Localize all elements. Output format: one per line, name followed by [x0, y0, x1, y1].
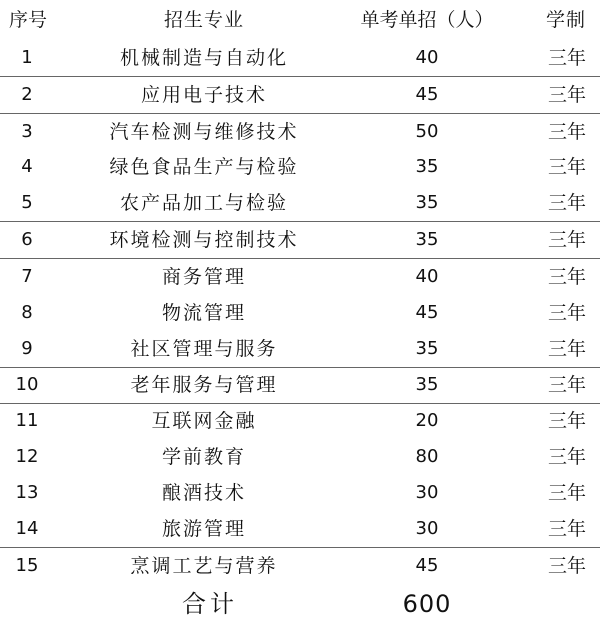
- row-duration: 三年: [547, 555, 586, 577]
- table-row: [0, 331, 600, 367]
- table-row: [0, 77, 600, 113]
- table-row: [0, 149, 600, 185]
- row-major: 老年服务与管理: [130, 374, 278, 396]
- table-row: [0, 511, 600, 547]
- row-no: 13: [15, 482, 39, 503]
- row-duration: 三年: [547, 266, 586, 288]
- row-major: 绿色食品生产与检验: [109, 156, 299, 178]
- row-no: 15: [15, 555, 39, 576]
- row-major: 环境检测与控制技术: [109, 229, 299, 251]
- table-row: [0, 259, 600, 295]
- row-no: 12: [15, 446, 39, 467]
- row-major: 物流管理: [161, 302, 246, 324]
- row-duration: 三年: [547, 518, 586, 540]
- row-duration: 三年: [547, 229, 586, 251]
- row-duration: 三年: [547, 374, 586, 396]
- row-count: 35: [415, 156, 439, 177]
- row-no: 14: [15, 518, 39, 539]
- row-major: 旅游管理: [161, 518, 246, 540]
- row-major: 学前教育: [161, 446, 246, 468]
- row-no: 10: [15, 374, 39, 395]
- row-duration: 三年: [547, 156, 586, 178]
- row-count: 80: [415, 446, 439, 467]
- row-count: 30: [415, 482, 439, 503]
- row-count: 20: [415, 410, 439, 431]
- row-no: 8: [21, 302, 33, 323]
- row-major: 农产品加工与检验: [119, 192, 288, 214]
- row-count: 45: [415, 84, 439, 105]
- row-duration: 三年: [547, 47, 586, 69]
- table-row: [0, 295, 600, 331]
- header-duration: 学制: [545, 9, 586, 31]
- row-no: 6: [21, 229, 33, 250]
- row-count: 35: [415, 192, 439, 213]
- row-no: 1: [21, 47, 33, 68]
- table-row: [0, 439, 600, 475]
- row-count: 35: [415, 229, 439, 250]
- row-major: 社区管理与服务: [130, 338, 278, 360]
- row-duration: 三年: [547, 84, 586, 106]
- row-major: 互联网金融: [151, 410, 257, 432]
- row-count: 35: [415, 338, 439, 359]
- row-count: 45: [415, 555, 439, 576]
- header-major: 招生专业: [163, 9, 244, 31]
- table-row: [0, 185, 600, 221]
- row-duration: 三年: [547, 121, 586, 143]
- row-duration: 三年: [547, 338, 586, 360]
- row-major: 汽车检测与维修技术: [109, 121, 299, 143]
- table-row: [0, 475, 600, 511]
- row-no: 7: [21, 266, 33, 287]
- table-header-row: [0, 2, 600, 38]
- table-row: [0, 114, 600, 150]
- header-count: 单考单招（人）: [360, 9, 494, 31]
- row-major: 烹调工艺与营养: [130, 555, 278, 577]
- row-major: 机械制造与自动化: [119, 47, 288, 69]
- row-no: 11: [15, 410, 39, 431]
- table-row: [0, 403, 600, 439]
- row-duration: 三年: [547, 302, 586, 324]
- row-duration: 三年: [547, 410, 586, 432]
- row-major: 商务管理: [161, 266, 246, 288]
- row-count: 45: [415, 302, 439, 323]
- row-no: 4: [21, 156, 33, 177]
- row-no: 9: [21, 338, 33, 359]
- row-count: 40: [415, 47, 439, 68]
- row-duration: 三年: [547, 482, 586, 504]
- total-value: 600: [402, 590, 452, 618]
- table-row: [0, 548, 600, 584]
- row-count: 30: [415, 518, 439, 539]
- table-row: [0, 367, 600, 403]
- row-count: 35: [415, 374, 439, 395]
- row-duration: 三年: [547, 446, 586, 468]
- row-major: 酿酒技术: [161, 482, 246, 504]
- total-label: 合计: [182, 590, 238, 618]
- row-no: 3: [21, 121, 33, 142]
- row-major: 应用电子技术: [140, 84, 267, 106]
- row-count: 40: [415, 266, 439, 287]
- row-duration: 三年: [547, 192, 586, 214]
- total-row: [0, 586, 600, 622]
- row-no: 2: [21, 84, 33, 105]
- table-row: [0, 40, 600, 76]
- header-no: 序号: [8, 9, 47, 31]
- row-no: 5: [21, 192, 33, 213]
- table-row: [0, 222, 600, 258]
- row-count: 50: [415, 121, 439, 142]
